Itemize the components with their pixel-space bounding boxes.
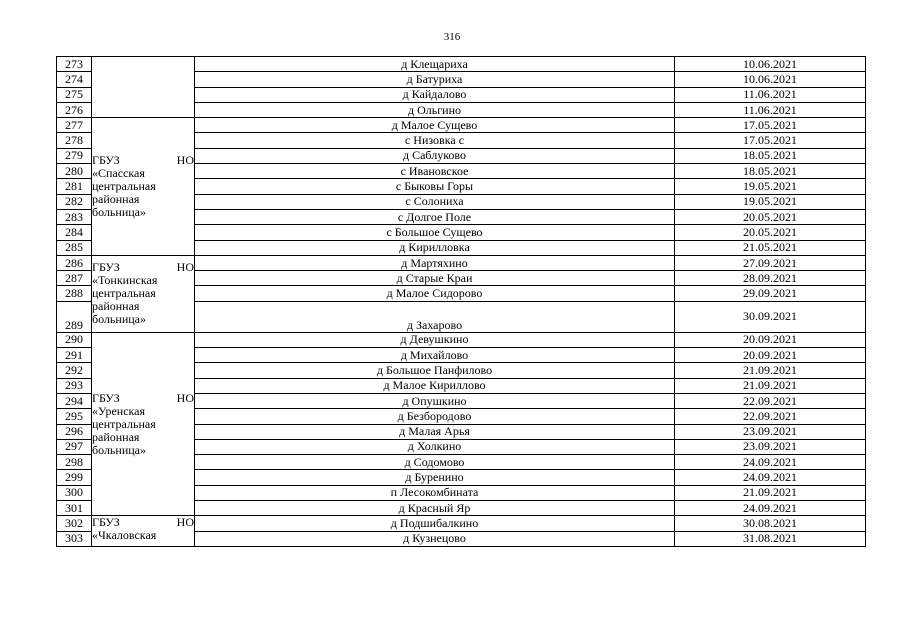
row-number: 293 — [57, 378, 92, 393]
visit-date: 24.09.2021 — [675, 501, 866, 516]
settlement-name: д Опушкино — [195, 393, 675, 408]
visit-date: 20.09.2021 — [675, 348, 866, 363]
organization-type: ГБУЗ — [92, 515, 120, 530]
visit-date: 17.05.2021 — [675, 118, 866, 133]
visit-date: 29.09.2021 — [675, 286, 866, 301]
organization-name-line: «Уренская — [92, 403, 146, 418]
row-number: 276 — [57, 102, 92, 117]
row-number: 274 — [57, 72, 92, 87]
row-number: 303 — [57, 531, 92, 546]
settlement-name: д Клещариха — [195, 57, 675, 72]
row-number: 279 — [57, 148, 92, 163]
visit-date: 23.09.2021 — [675, 424, 866, 439]
settlement-name: д Кузнецово — [195, 531, 675, 546]
settlement-name: с Ивановское — [195, 164, 675, 179]
settlement-name: д Подшибалкино — [195, 516, 675, 531]
settlement-name: д Кирилловка — [195, 240, 675, 255]
visit-date: 18.05.2021 — [675, 164, 866, 179]
settlement-name: д Большое Панфилово — [195, 363, 675, 378]
organization-type: ГБУЗ — [92, 153, 120, 168]
row-number: 278 — [57, 133, 92, 148]
organization-region: НО — [176, 153, 194, 168]
table-row — [57, 255, 866, 270]
settlement-name: д Малая Арья — [195, 424, 675, 439]
row-number: 281 — [57, 179, 92, 194]
settlement-name: с Долгое Поле — [195, 209, 675, 224]
visit-date: 31.08.2021 — [675, 531, 866, 546]
settlement-name: д Захарово — [195, 301, 675, 332]
settlement-name: д Безбородово — [195, 409, 675, 424]
visit-date: 21.09.2021 — [675, 363, 866, 378]
organization-name-line: больница» — [92, 312, 146, 327]
table-row — [57, 118, 866, 133]
organization-name-line: больница» — [92, 205, 146, 220]
organization-region: НО — [176, 390, 194, 405]
row-number: 289 — [57, 301, 92, 332]
visit-date: 17.05.2021 — [675, 133, 866, 148]
settlement-name: д Малое Кириллово — [195, 378, 675, 393]
row-number: 285 — [57, 240, 92, 255]
row-number: 298 — [57, 455, 92, 470]
organization-name-line: районная — [92, 299, 140, 314]
visit-date: 20.09.2021 — [675, 332, 866, 347]
table-row — [57, 332, 866, 347]
row-number: 280 — [57, 164, 92, 179]
organization-name-line: «Чкаловская — [92, 528, 157, 543]
organization-cell — [92, 516, 195, 547]
row-number: 301 — [57, 501, 92, 516]
row-number: 302 — [57, 516, 92, 531]
organization-cell — [92, 332, 195, 516]
visit-date: 19.05.2021 — [675, 194, 866, 209]
row-number: 297 — [57, 439, 92, 454]
registry-table-body — [57, 57, 866, 547]
visit-date: 18.05.2021 — [675, 148, 866, 163]
organization-cell — [92, 118, 195, 256]
row-number: 290 — [57, 332, 92, 347]
settlement-name: д Красный Яр — [195, 501, 675, 516]
row-number: 295 — [57, 409, 92, 424]
visit-date: 21.09.2021 — [675, 485, 866, 500]
visit-date: 10.06.2021 — [675, 72, 866, 87]
settlement-name: д Малое Сидорово — [195, 286, 675, 301]
visit-date: 27.09.2021 — [675, 255, 866, 270]
organization-cell — [92, 57, 195, 118]
settlement-name: д Содомово — [195, 455, 675, 470]
settlement-name: д Старые Краи — [195, 271, 675, 286]
organization-name-line: «Спасская — [92, 166, 145, 181]
settlement-name: д Малое Сущево — [195, 118, 675, 133]
visit-date: 21.05.2021 — [675, 240, 866, 255]
organization-name-line: «Тонкинская — [92, 273, 158, 288]
organization-region: НО — [176, 260, 194, 275]
organization-type: ГБУЗ — [92, 260, 120, 275]
row-number: 273 — [57, 57, 92, 72]
row-number: 287 — [57, 271, 92, 286]
row-number: 300 — [57, 485, 92, 500]
visit-date: 24.09.2021 — [675, 470, 866, 485]
visit-date: 20.05.2021 — [675, 209, 866, 224]
organization-name-line: центральная — [92, 286, 156, 301]
visit-date: 22.09.2021 — [675, 393, 866, 408]
page-number: 316 — [443, 31, 461, 43]
visit-date: 23.09.2021 — [675, 439, 866, 454]
organization-line — [92, 392, 194, 405]
visit-date: 30.09.2021 — [675, 301, 866, 332]
visit-date: 10.06.2021 — [675, 57, 866, 72]
organization-region: НО — [176, 515, 194, 530]
settlement-name: д Батуриха — [195, 72, 675, 87]
row-number: 277 — [57, 118, 92, 133]
row-number: 299 — [57, 470, 92, 485]
organization-name-line: районная — [92, 192, 140, 207]
organization-cell — [92, 255, 195, 332]
row-number: 294 — [57, 393, 92, 408]
settlement-name: д Саблуково — [195, 148, 675, 163]
settlement-name: д Холкино — [195, 439, 675, 454]
row-number: 275 — [57, 87, 92, 102]
settlement-name: д Михайлово — [195, 348, 675, 363]
row-number: 286 — [57, 255, 92, 270]
visit-date: 24.09.2021 — [675, 455, 866, 470]
organization-name-line: районная — [92, 429, 140, 444]
visit-date: 22.09.2021 — [675, 409, 866, 424]
row-number: 291 — [57, 348, 92, 363]
settlement-name: с Большое Сущево — [195, 225, 675, 240]
visit-date: 19.05.2021 — [675, 179, 866, 194]
row-number: 282 — [57, 194, 92, 209]
row-number: 292 — [57, 363, 92, 378]
registry-table — [56, 56, 866, 547]
row-number: 283 — [57, 209, 92, 224]
visit-date: 20.05.2021 — [675, 225, 866, 240]
settlement-name: с Низовка с — [195, 133, 675, 148]
organization-name-line: больница» — [92, 442, 146, 457]
settlement-name: д Девушкино — [195, 332, 675, 347]
visit-date: 11.06.2021 — [675, 87, 866, 102]
settlement-name: с Солониха — [195, 194, 675, 209]
row-number: 296 — [57, 424, 92, 439]
row-number: 284 — [57, 225, 92, 240]
visit-date: 21.09.2021 — [675, 378, 866, 393]
table-row — [57, 516, 866, 531]
settlement-name: с Быковы Горы — [195, 179, 675, 194]
settlement-name: п Лесокомбината — [195, 485, 675, 500]
settlement-name: д Буренино — [195, 470, 675, 485]
visit-date: 11.06.2021 — [675, 102, 866, 117]
settlement-name: д Ольгино — [195, 102, 675, 117]
table-row — [57, 57, 866, 72]
visit-date: 28.09.2021 — [675, 271, 866, 286]
visit-date: 30.08.2021 — [675, 516, 866, 531]
organization-name-line: центральная — [92, 416, 156, 431]
organization-name-line: центральная — [92, 179, 156, 194]
row-number: 288 — [57, 286, 92, 301]
settlement-name: д Кайдалово — [195, 87, 675, 102]
organization-type: ГБУЗ — [92, 390, 120, 405]
settlement-name: д Мартяхино — [195, 255, 675, 270]
